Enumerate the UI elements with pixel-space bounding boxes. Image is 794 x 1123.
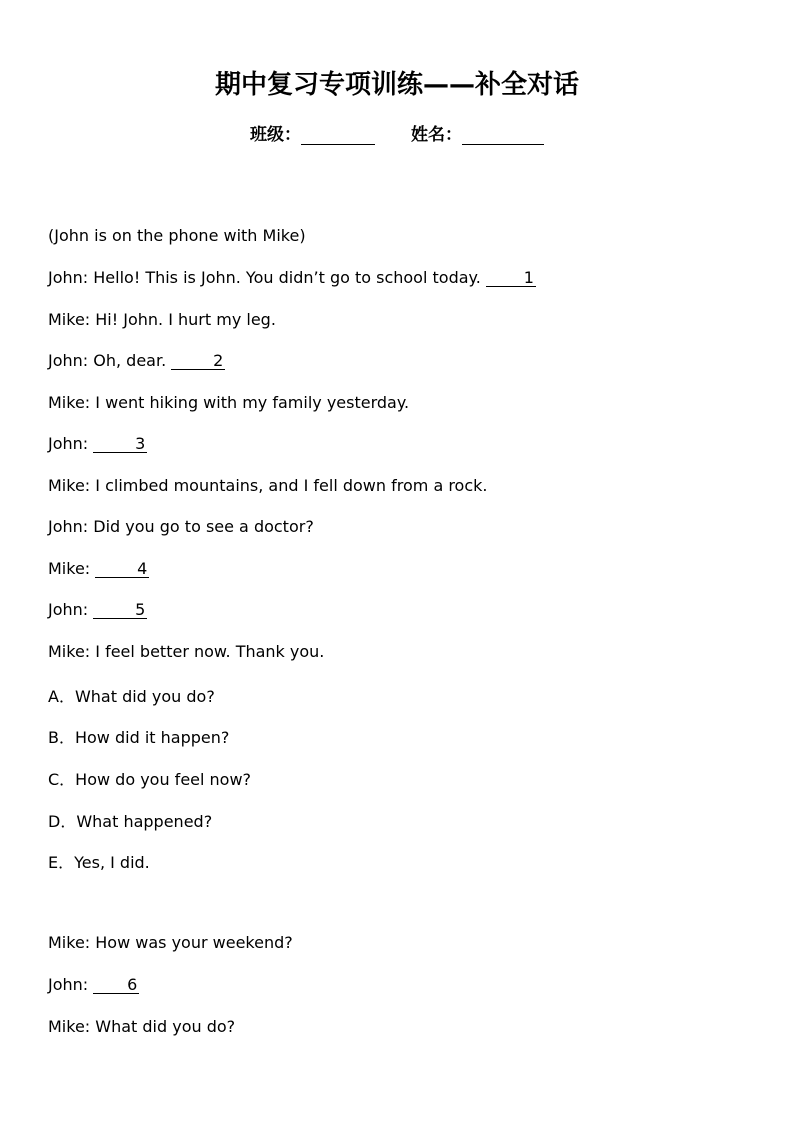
line-text: Mike: I feel better now. Thank you. [48,642,325,661]
dialogue-line [48,975,139,994]
name-label: 姓名： [411,125,462,145]
answer-blank-4: 4 [95,560,149,578]
dialogue-intro: (John is on the phone with Mike) [48,226,306,245]
option-a: A．What did you do? [48,687,215,706]
dialogue-line [48,476,488,495]
line-text: John: [48,600,94,619]
dialogue-line [48,933,293,952]
answer-blank-3: 3 [93,435,147,453]
answer-blank-5: 5 [93,601,147,619]
dialogue-line [48,268,536,287]
dialogue-line [48,642,324,661]
dialogue-line [48,393,409,412]
answer-blank-6: 6 [93,976,139,994]
dialogue-line [48,559,149,578]
class-blank [301,126,375,145]
line-text: Mike: How was your weekend? [48,933,293,952]
option-c: C．How do you feel now? [48,770,252,789]
worksheet-title: 期中复习专项训练——补全对话 [214,70,579,100]
line-text: John: [48,434,94,453]
option-e: E．Yes, I did. [48,853,150,872]
dialogue-line [48,517,314,536]
name-blank [462,126,544,145]
class-label: 班级： [250,125,301,145]
line-text: Mike: Hi! John. I hurt my leg. [48,310,276,329]
dialogue-line [48,1017,235,1036]
line-text: Mike: [48,559,96,578]
student-info [0,120,794,145]
line-text: Mike: What did you do? [48,1017,236,1036]
line-text: John: Did you go to see a doctor? [48,517,314,536]
dialogue-line [48,600,147,619]
line-text: John: Hello! This is John. You didn’t go to school today. [48,268,486,287]
option-d: D．What happened? [48,812,213,831]
answer-blank-1: 1 [486,269,536,287]
line-text: John: Oh, dear. [48,351,172,370]
line-text: John: [48,975,94,994]
answer-blank-2: 2 [171,352,225,370]
line-text: Mike: I went hiking with my family yesterday. [48,393,410,412]
dialogue-line [48,310,276,329]
dialogue-line [48,434,147,453]
line-text: Mike: I climbed mountains, and I fell down from a rock. [48,476,488,495]
dialogue-line [48,351,225,370]
option-b: B．How did it happen? [48,728,230,747]
